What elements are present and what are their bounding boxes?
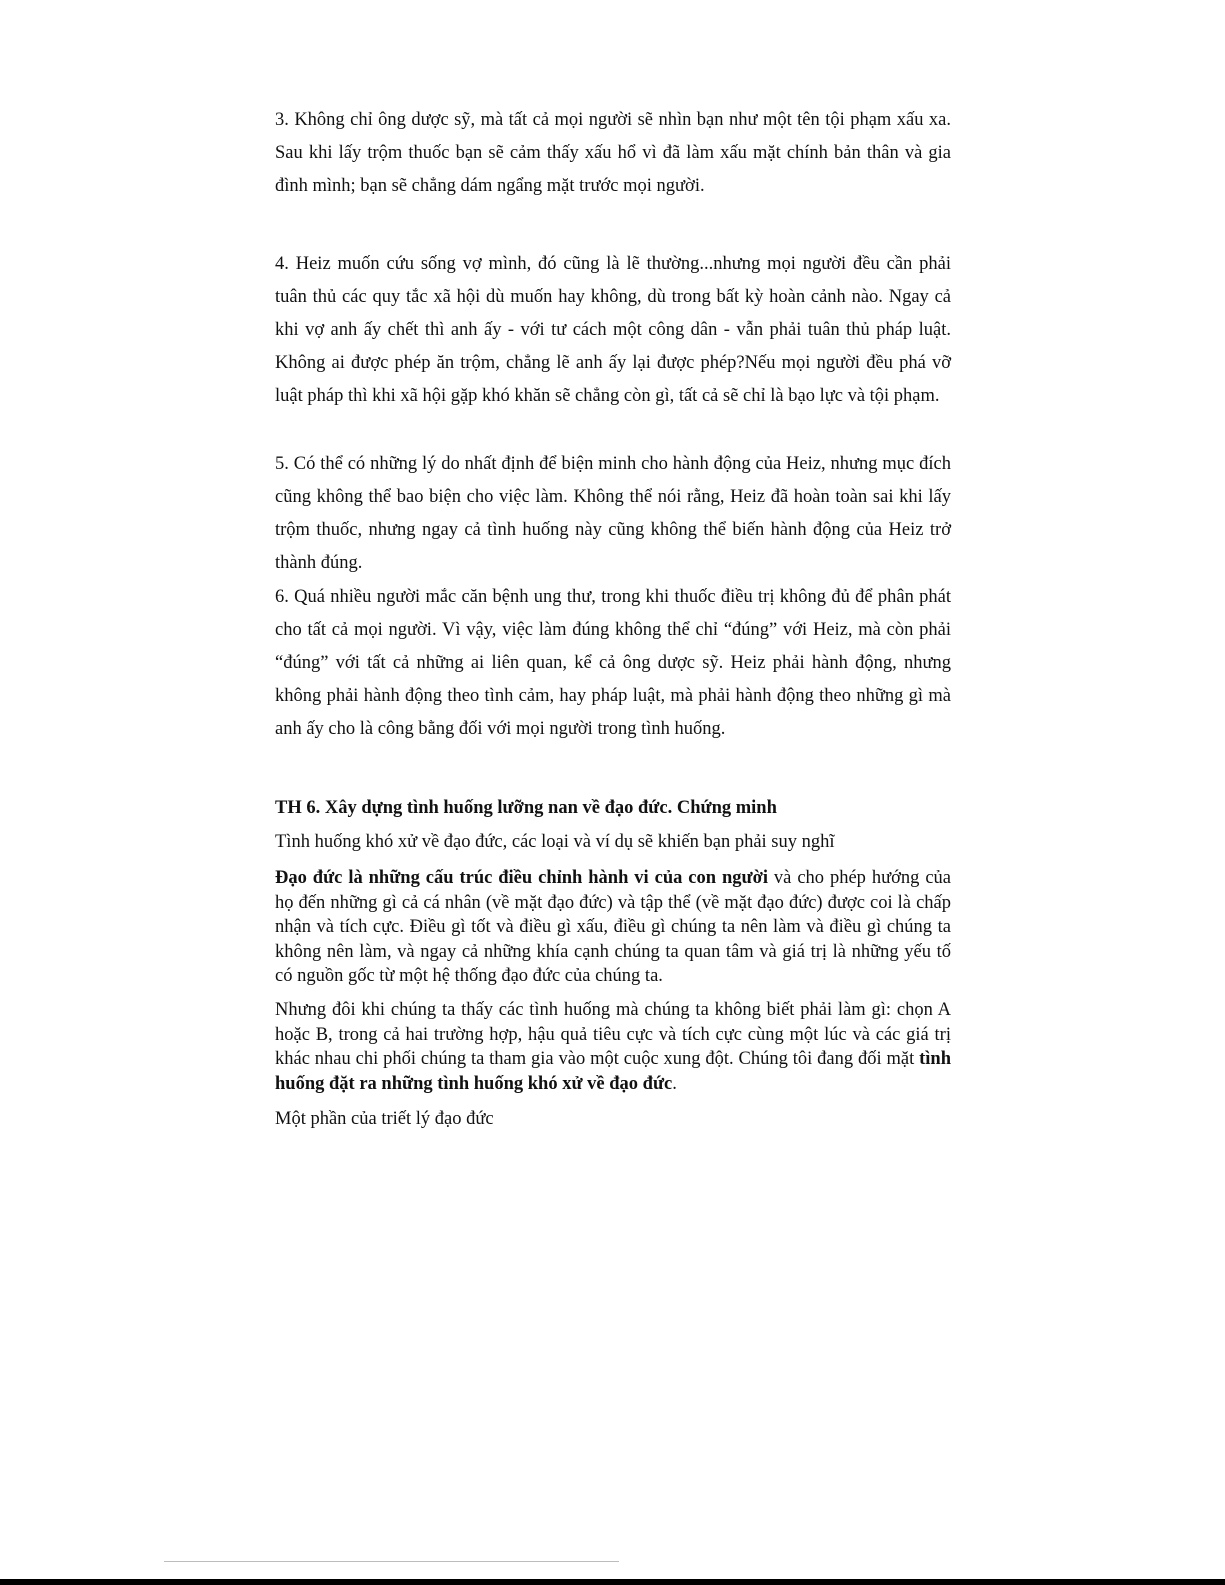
definition-bold: Đạo đức là những cấu trúc điều chỉnh hành vi của con người	[275, 868, 768, 888]
definition-paragraph	[275, 866, 951, 989]
section-heading: TH 6. Xây dựng tình huống lưỡng nan về đạo đức. Chứng minh	[275, 798, 777, 818]
page-bottom-edge	[0, 1579, 1225, 1585]
closing-line: Một phần của triết lý đạo đức	[275, 1109, 494, 1129]
dilemma-end: .	[672, 1073, 677, 1094]
paragraph-6: 6. Quá nhiều người mắc căn bệnh ung thư, trong khi thuốc điều trị không đủ để phân phát cho tất cả mọi người. Vì vậy, việc làm đúng không thể chỉ “đúng” với Heiz, mà còn phải “đúng” với tất cả những ai liên quan, kể cả ông dược sỹ. Heiz phải hành động, nhưng không phải hành động theo tình cảm, hay pháp luật, mà phải hành động theo những gì mà anh ấy cho là công bằng đối với mọi người trong tình huống.	[275, 587, 951, 739]
dilemma-paragraph	[275, 998, 951, 1096]
paragraph-5: 5. Có thể có những lý do nhất định để biện minh cho hành động của Heiz, nhưng mục đích cũng không thể bao biện cho việc làm. Không thể nói rằng, Heiz đã hoàn toàn sai khi lấy trộm thuốc, nhưng ngay cả tình huống này cũng không thể biến hành động của Heiz trở thành đúng.	[275, 454, 951, 573]
paragraph-3: 3. Không chỉ ông dược sỹ, mà tất cả mọi người sẽ nhìn bạn như một tên tội phạm xấu xa. Sau khi lấy trộm thuốc bạn sẽ cảm thấy xấu hổ vì đã làm xấu mặt chính bản thân và gia đình mình; bạn sẽ chẳng dám ngẩng mặt trước mọi người.	[275, 110, 951, 196]
dilemma-text: Nhưng đôi khi chúng ta thấy các tình huống mà chúng ta không biết phải làm gì: chọn A hoặc B, trong cả hai trường hợp, hậu quả tiêu cực và tích cực cùng một lúc và các giá trị khác nhau chi phối chúng ta tham gia vào một cuộc xung đột. Chúng tôi đang đối mặt	[275, 1000, 951, 1069]
section-subtitle: Tình huống khó xử về đạo đức, các loại và ví dụ sẽ khiến bạn phải suy nghĩ	[275, 832, 835, 852]
dilemma-bold: tình huống đặt ra những tình huống khó xử về đạo đức	[275, 1049, 951, 1094]
definition-rest: và cho phép hướng của họ đến những gì cả cá nhân (về mặt đạo đức) và tập thể (về mặt đạo đức) được coi là chấp nhận và tích cực. Điều gì tốt và điều gì xấu, điều gì chúng ta nên làm và điều gì chúng ta không nên làm, và ngay cả những khía cạnh chúng ta quan tâm và giá trị là những yếu tố có nguồn gốc từ một hệ thống đạo đức của chúng ta.	[275, 868, 951, 986]
paragraph-4: 4. Heiz muốn cứu sống vợ mình, đó cũng là lẽ thường...nhưng mọi người đều cần phải tuân thủ các quy tắc xã hội dù muốn hay không, dù trong bất kỳ hoàn cảnh nào. Ngay cả khi vợ anh ấy chết thì anh ấy - với tư cách một công dân - vẫn phải tuân thủ pháp luật. Không ai được phép ăn trộm, chẳng lẽ anh ấy lại được phép?Nếu mọi người đều phá vỡ luật pháp thì khi xã hội gặp khó khăn sẽ chẳng còn gì, tất cả sẽ chỉ là bạo lực và tội phạm.	[275, 254, 951, 406]
footnote-divider	[164, 1561, 619, 1562]
